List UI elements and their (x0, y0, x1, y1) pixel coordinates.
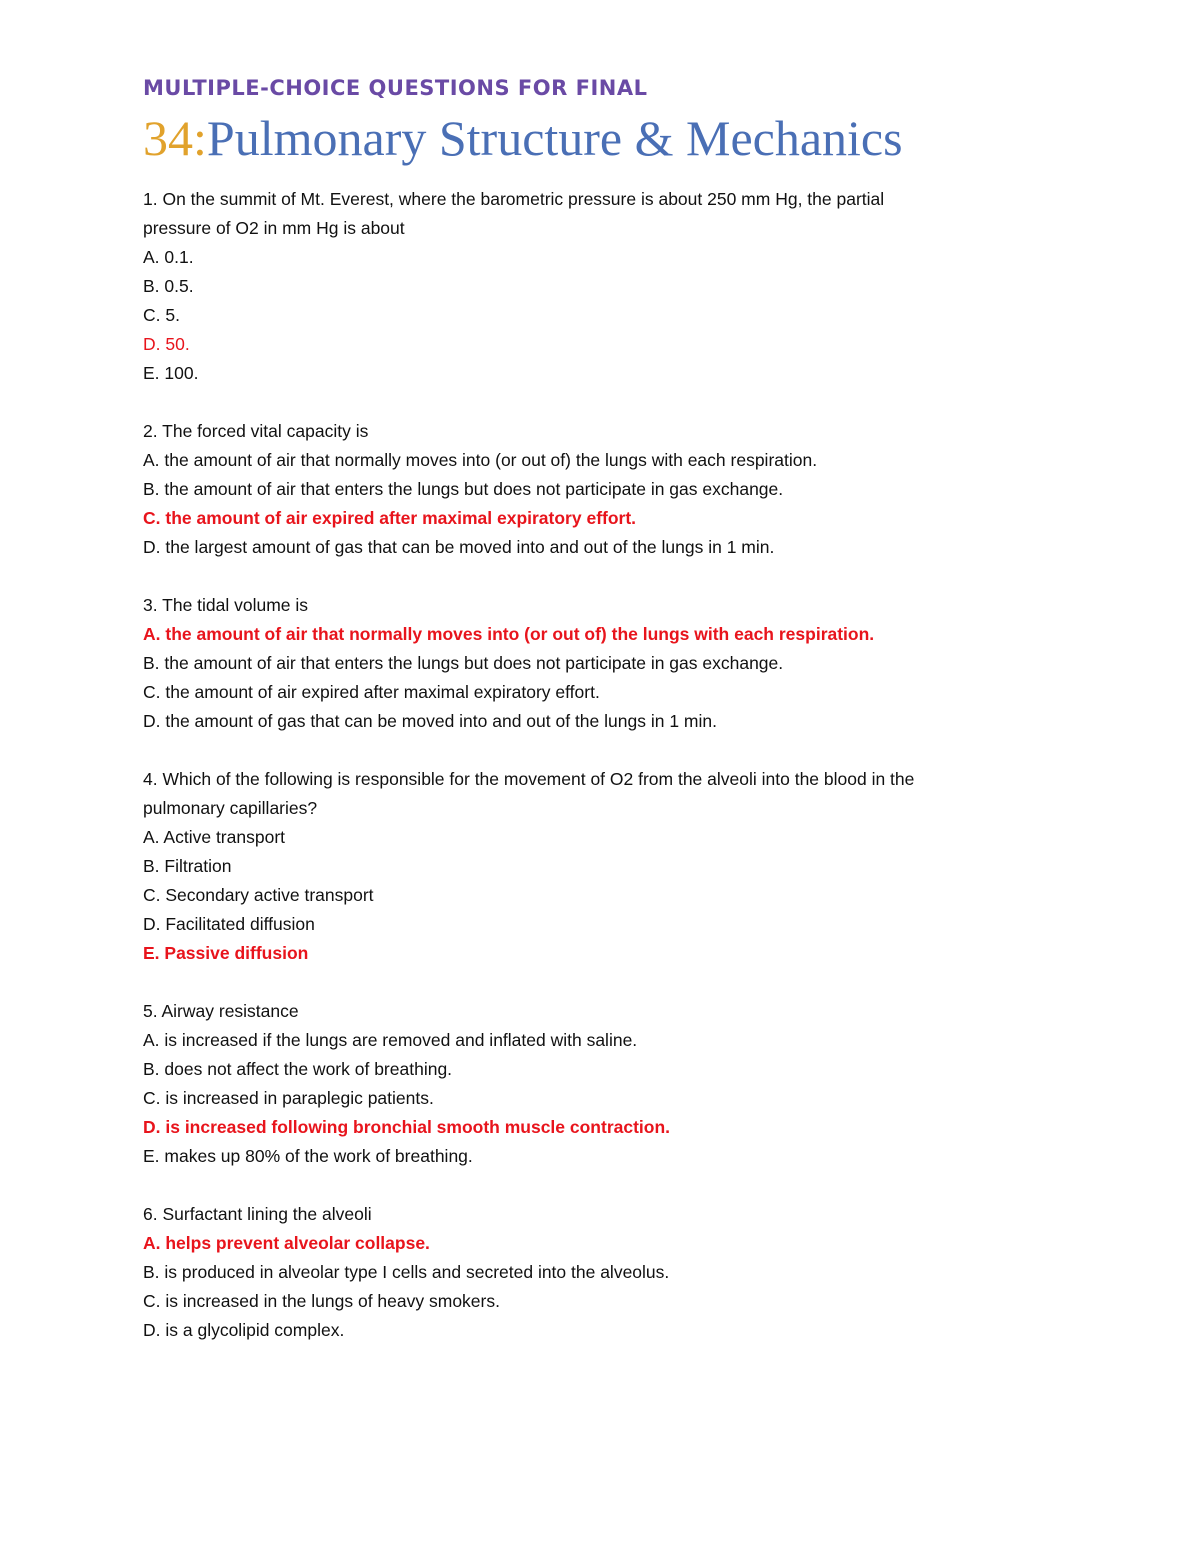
question-stem-line: 5. Airway resistance (143, 1001, 299, 1021)
answer-option: A. the amount of air that normally moves into (or out of) the lungs with each respiration. (143, 450, 818, 470)
question-stem-line: 4. Which of the following is responsible for the movement of O2 from the alveoli into the blood in the (143, 769, 915, 789)
question-stem-line: 2. The forced vital capacity is (143, 421, 369, 441)
answer-option: D. is increased following bronchial smooth muscle contraction. (143, 1117, 671, 1137)
question-5 (143, 997, 1063, 1171)
page-title (143, 108, 1063, 170)
answer-option: D. Facilitated diffusion (143, 914, 315, 934)
answer-option: A. helps prevent alveolar collapse. (143, 1233, 430, 1253)
answer-option: B. 0.5. (143, 276, 194, 296)
answer-option: D. 50. (143, 334, 190, 354)
question-stem-line: 3. The tidal volume is (143, 595, 309, 615)
chapter-title: Pulmonary Structure & Mechanics (206, 110, 903, 166)
answer-option: C. the amount of air expired after maximal expiratory effort. (143, 508, 637, 528)
chapter-number: 34: (143, 110, 207, 166)
answer-option: B. the amount of air that enters the lungs but does not participate in gas exchange. (143, 653, 784, 673)
answer-option: B. the amount of air that enters the lungs but does not participate in gas exchange. (143, 479, 784, 499)
answer-option: E. 100. (143, 363, 199, 383)
answer-option: E. Passive diffusion (143, 943, 309, 963)
answer-option: D. the largest amount of gas that can be moved into and out of the lungs in 1 min. (143, 537, 775, 557)
question-6 (143, 1200, 1063, 1345)
answer-option: B. is produced in alveolar type I cells and secreted into the alveolus. (143, 1262, 670, 1282)
answer-option: B. does not affect the work of breathing. (143, 1059, 453, 1079)
document-content (143, 70, 1063, 1374)
answer-option: A. is increased if the lungs are removed and inflated with saline. (143, 1030, 638, 1050)
answer-option: D. is a glycolipid complex. (143, 1320, 345, 1340)
question-stem-line: 6. Surfactant lining the alveoli (143, 1204, 372, 1224)
question-3 (143, 591, 1063, 736)
header-label: MULTIPLE-CHOICE QUESTIONS FOR FINAL (143, 76, 648, 100)
answer-option: A. 0.1. (143, 247, 194, 267)
question-stem-line: 1. On the summit of Mt. Everest, where the barometric pressure is about 250 mm Hg, the partial (143, 189, 885, 209)
answer-option: A. the amount of air that normally moves into (or out of) the lungs with each respiration. (143, 624, 875, 644)
question-4 (143, 765, 1063, 968)
answer-option: C. is increased in the lungs of heavy smokers. (143, 1291, 500, 1311)
question-stem-line: pulmonary capillaries? (143, 798, 318, 818)
answer-option: D. the amount of gas that can be moved into and out of the lungs in 1 min. (143, 711, 717, 731)
answer-option: C. Secondary active transport (143, 885, 374, 905)
answer-option: E. makes up 80% of the work of breathing. (143, 1146, 473, 1166)
answer-option: C. is increased in paraplegic patients. (143, 1088, 434, 1108)
answer-option: B. Filtration (143, 856, 232, 876)
question-stem-line: pressure of O2 in mm Hg is about (143, 218, 405, 238)
question-1 (143, 185, 1063, 388)
answer-option: C. the amount of air expired after maximal expiratory effort. (143, 682, 600, 702)
question-2 (143, 417, 1063, 562)
answer-option: C. 5. (143, 305, 180, 325)
question-list (143, 185, 1063, 1345)
answer-option: A. Active transport (143, 827, 286, 847)
